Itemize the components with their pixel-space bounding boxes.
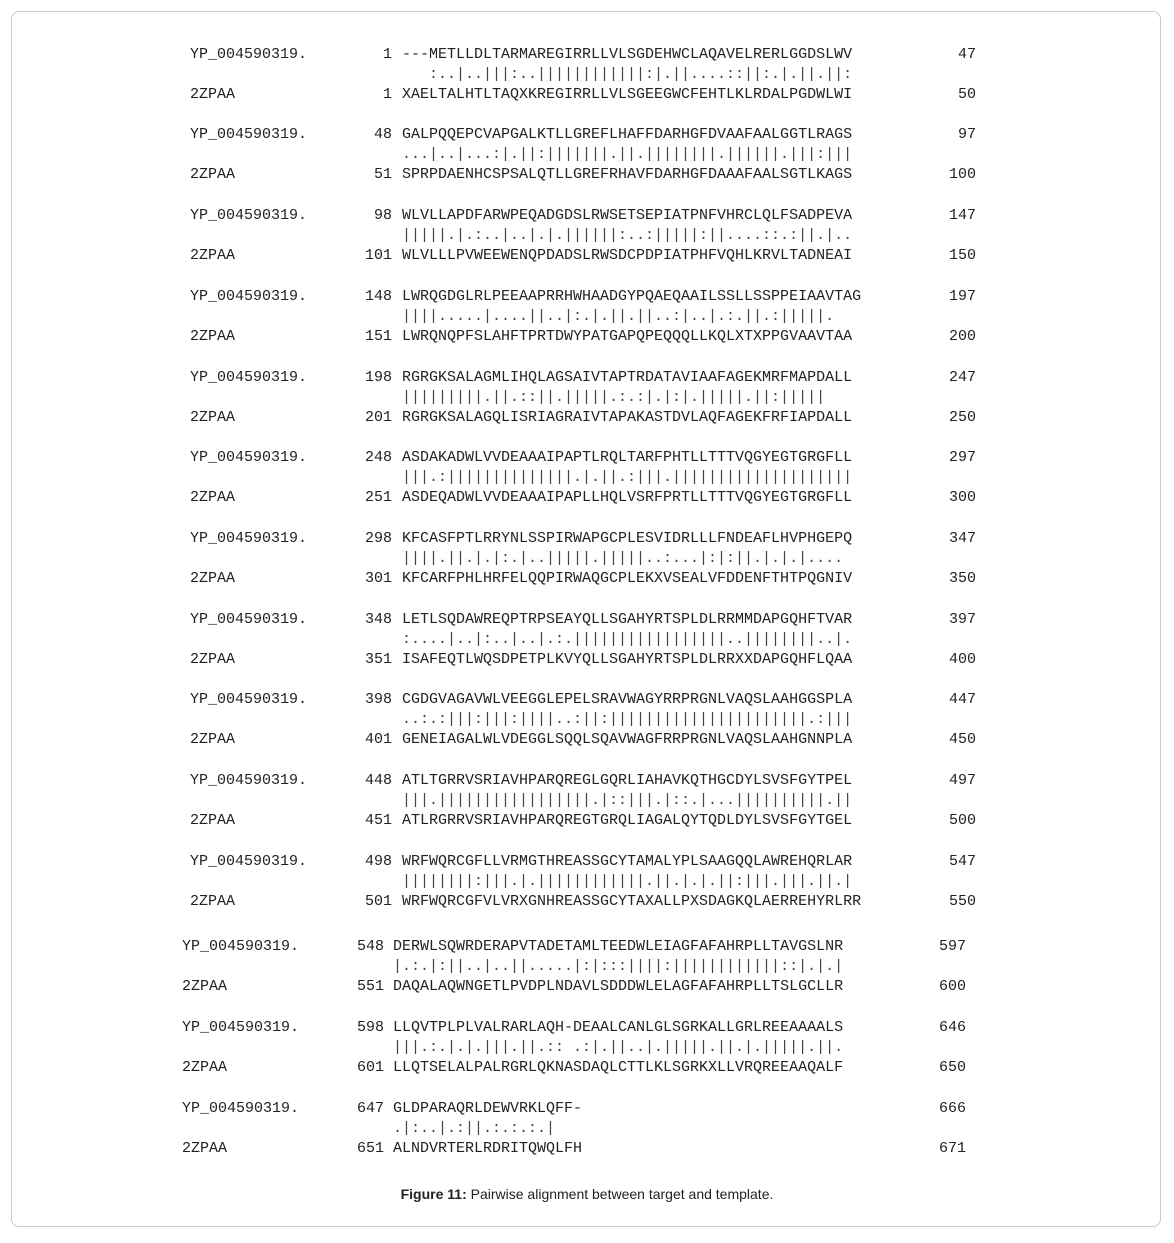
target-name: YP_004590319. xyxy=(182,1100,300,1117)
target-end: 47 xyxy=(957,46,976,63)
template-sequence: XAELTALHTLTAQXKREGIRRLLVLSGEEGWCFEHTLKLRDALPGDWLWI xyxy=(402,86,853,103)
template-name: 2ZPAA xyxy=(190,328,236,345)
target-name: YP_004590319. xyxy=(182,938,300,955)
template-name: 2ZPAA xyxy=(190,166,236,183)
template-start: 501 xyxy=(364,893,392,910)
match-line: |||.:||||||||||||||.|.||.:|||.|||||||||||||||||||| xyxy=(402,469,853,486)
template-end: 300 xyxy=(948,489,976,506)
template-end: 200 xyxy=(948,328,976,345)
target-sequence: KFCASFPTLRRYNLSSPIRWAPGCPLESVIDRLLLFNDEAFLHVPHGEPQ xyxy=(402,530,853,547)
template-start: 101 xyxy=(364,247,392,264)
match-line: |||||.|.:..|..|.|.||||||:..:|||||:||....::.:||.|.. xyxy=(402,227,853,244)
target-start: 198 xyxy=(364,369,392,386)
target-start: 298 xyxy=(364,530,392,547)
target-end: 646 xyxy=(938,1019,966,1036)
target-end: 397 xyxy=(948,611,976,628)
target-sequence: CGDGVAGAVWLVEEGGLEPELSRAVWAGYRRPRGNLVAQSLAAHGGSPLA xyxy=(402,691,853,708)
template-end: 500 xyxy=(948,812,976,829)
target-start: 548 xyxy=(356,938,384,955)
template-start: 201 xyxy=(364,409,392,426)
template-start: 351 xyxy=(364,651,392,668)
match-line: ||||||||:|||.|.||||||||||||.||.|.|.||:|||.|||.||.| xyxy=(402,873,853,890)
template-end: 450 xyxy=(948,731,976,748)
template-sequence: LLQTSELALPALRGRLQKNASDAQLCTTLKLSGRKXLLVRQREEAAQALF xyxy=(393,1059,844,1076)
target-sequence: ATLTGRRVSRIAVHPARQREGLGQRLIAHAVKQTHGCDYLSVSFGYTPEL xyxy=(402,772,853,789)
target-end: 497 xyxy=(948,772,976,789)
target-name: YP_004590319. xyxy=(190,207,308,224)
template-start: 1 xyxy=(382,86,392,103)
template-sequence: RGRGKSALAGQLISRIAGRAIVTAPAKASTDVLAQFAGEKFRFIAPDALL xyxy=(402,409,853,426)
match-line: :..|..|||:..||||||||||||:|.||....::||:.|.||.||: xyxy=(402,66,853,83)
template-sequence: SPRPDAENHCSPSALQTLLGREFRHAVFDARHGFDAAAFAALSGTLKAGS xyxy=(402,166,853,183)
target-sequence: ASDAKADWLVVDEAAAIPAPTLRQLTARFPHTLLTTTVQGYEGTGRGFLL xyxy=(402,449,853,466)
template-sequence: LWRQNQPFSLAHFTPRTDWYPATGAPQPEQQQLLKQLXTXPPGVAAVTAA xyxy=(402,328,853,345)
match-line: ...|..|...:|.||:|||||||.||.||||||||.||||||.|||:||| xyxy=(402,146,853,163)
template-sequence: ASDEQADWLVVDEAAAIPAPLLHQLVSRFPRTLLTTTVQGYEGTGRGFLL xyxy=(402,489,853,506)
template-end: 100 xyxy=(948,166,976,183)
template-name: 2ZPAA xyxy=(182,1140,228,1157)
template-name: 2ZPAA xyxy=(190,893,236,910)
target-end: 147 xyxy=(948,207,976,224)
match-line: ..:.:|||:|||:||||..:||:||||||||||||||||||||||.:||| xyxy=(402,711,853,728)
target-end: 547 xyxy=(948,853,976,870)
target-name: YP_004590319. xyxy=(190,449,308,466)
template-name: 2ZPAA xyxy=(190,247,236,264)
caption-text: Pairwise alignment between target and template. xyxy=(466,1186,774,1202)
template-start: 401 xyxy=(364,731,392,748)
target-end: 447 xyxy=(948,691,976,708)
template-sequence: WRFWQRCGFVLVRXGNHREASSGCYTAXALLPXSDAGKQLAERREHYRLRR xyxy=(402,893,862,910)
match-line: |||.|||||||||||||||||.|::|||.|::.|...||||||||||.|| xyxy=(402,792,853,809)
target-sequence: ---METLLDLTARMAREGIRRLLVLSGDEHWCLAQAVELRERLGGDSLWV xyxy=(402,46,853,63)
target-sequence: RGRGKSALAGMLIHQLAGSAIVTAPTRDATAVIAAFAGEKMRFMAPDALL xyxy=(402,369,853,386)
template-name: 2ZPAA xyxy=(190,812,236,829)
target-name: YP_004590319. xyxy=(190,126,308,143)
template-end: 400 xyxy=(948,651,976,668)
target-sequence: GALPQQEPCVAPGALKTLLGREFLHAFFDARHGFDVAAFAALGGTLRAGS xyxy=(402,126,853,143)
target-start: 398 xyxy=(364,691,392,708)
target-sequence: WLVLLAPDFARWPEQADGDSLRWSETSEPIATPNFVHRCLQLFSADPEVA xyxy=(402,207,853,224)
target-name: YP_004590319. xyxy=(182,1019,300,1036)
target-start: 348 xyxy=(364,611,392,628)
target-name: YP_004590319. xyxy=(190,691,308,708)
template-name: 2ZPAA xyxy=(190,731,236,748)
target-sequence: GLDPARAQRLDEWVRKLQFF- xyxy=(393,1100,583,1117)
match-line: .|:..|.:||.:.:.:.| xyxy=(393,1120,556,1137)
target-start: 98 xyxy=(373,207,392,224)
target-start: 448 xyxy=(364,772,392,789)
figure-caption xyxy=(0,1186,1174,1202)
target-end: 247 xyxy=(948,369,976,386)
template-start: 301 xyxy=(364,570,392,587)
match-line: |||.:.|.|.|||.||.:: .:|.||..|.|||||.||.|.|||||.||. xyxy=(393,1039,844,1056)
template-start: 451 xyxy=(364,812,392,829)
template-end: 250 xyxy=(948,409,976,426)
template-name: 2ZPAA xyxy=(182,978,228,995)
target-end: 666 xyxy=(938,1100,966,1117)
target-start: 598 xyxy=(356,1019,384,1036)
template-start: 251 xyxy=(364,489,392,506)
caption-label: Figure 11: xyxy=(400,1186,467,1202)
match-line: |||||||||.||.::||.|||||.:.:|.|:|.|||||.||:||||| xyxy=(402,389,826,406)
template-sequence: ALNDVRTERLRDRITQWQLFH xyxy=(393,1140,583,1157)
template-end: 350 xyxy=(948,570,976,587)
target-end: 597 xyxy=(938,938,966,955)
template-sequence: KFCARFPHLHRFELQQPIRWAQGCPLEKXVSEALVFDDENFTHTPQGNIV xyxy=(402,570,853,587)
match-line: :....|..|:..|..|.:.|||||||||||||||||..||||||||..|. xyxy=(402,631,853,648)
template-name: 2ZPAA xyxy=(190,489,236,506)
template-start: 151 xyxy=(364,328,392,345)
template-name: 2ZPAA xyxy=(190,570,236,587)
target-start: 148 xyxy=(364,288,392,305)
target-start: 248 xyxy=(364,449,392,466)
template-sequence: ISAFEQTLWQSDPETPLKVYQLLSGAHYRTSPLDLRRXXDAPGQHFLQAA xyxy=(402,651,853,668)
target-name: YP_004590319. xyxy=(190,46,308,63)
template-name: 2ZPAA xyxy=(190,651,236,668)
target-start: 498 xyxy=(364,853,392,870)
target-sequence: LLQVTPLPLVALRARLAQH-DEAALCANLGLSGRKALLGRLREEAAAALS xyxy=(393,1019,844,1036)
template-name: 2ZPAA xyxy=(190,86,236,103)
template-start: 51 xyxy=(373,166,392,183)
target-name: YP_004590319. xyxy=(190,530,308,547)
template-name: 2ZPAA xyxy=(190,409,236,426)
target-end: 347 xyxy=(948,530,976,547)
template-sequence: GENEIAGALWLVDEGGLSQQLSQAVWAGFRRPRGNLVAQSLAAHGNNPLA xyxy=(402,731,853,748)
template-sequence: DAQALAQWNGETLPVDPLNDAVLSDDDWLELAGFAFAHRPLLTSLGCLLR xyxy=(393,978,844,995)
target-name: YP_004590319. xyxy=(190,369,308,386)
target-name: YP_004590319. xyxy=(190,611,308,628)
template-sequence: WLVLLLPVWEEWENQPDADSLRWSDCPDPIATPHFVQHLKRVLTADNEAI xyxy=(402,247,853,264)
template-name: 2ZPAA xyxy=(182,1059,228,1076)
template-end: 550 xyxy=(948,893,976,910)
template-end: 50 xyxy=(957,86,976,103)
target-name: YP_004590319. xyxy=(190,772,308,789)
template-start: 651 xyxy=(356,1140,384,1157)
target-name: YP_004590319. xyxy=(190,288,308,305)
target-sequence: WRFWQRCGFLLVRMGTHREASSGCYTAMALYPLSAAGQQLAWREHQRLAR xyxy=(402,853,853,870)
target-end: 297 xyxy=(948,449,976,466)
template-start: 601 xyxy=(356,1059,384,1076)
match-line: |.:.|:||..|..||.....|:|:::||||:||||||||||||::|.|.| xyxy=(393,958,844,975)
template-sequence: ATLRGRRVSRIAVHPARQREGTGRQLIAGALQYTQDLDYLSVSFGYTGEL xyxy=(402,812,853,829)
target-sequence: DERWLSQWRDERAPVTADETAMLTEEDWLEIAGFAFAHRPLLTAVGSLNR xyxy=(393,938,844,955)
target-start: 647 xyxy=(356,1100,384,1117)
target-name: YP_004590319. xyxy=(190,853,308,870)
target-start: 1 xyxy=(382,46,392,63)
target-end: 97 xyxy=(957,126,976,143)
template-end: 671 xyxy=(938,1140,966,1157)
match-line: ||||.....|....||..|:.|.||.||..:|..|.:.||.:|||||. xyxy=(402,308,835,325)
template-end: 150 xyxy=(948,247,976,264)
target-start: 48 xyxy=(373,126,392,143)
template-end: 650 xyxy=(938,1059,966,1076)
target-sequence: LETLSQDAWREQPTRPSEAYQLLSGAHYRTSPLDLRRMMDAPGQHFTVAR xyxy=(402,611,853,628)
target-end: 197 xyxy=(948,288,976,305)
template-start: 551 xyxy=(356,978,384,995)
target-sequence: LWRQGDGLRLPEEAAPRRHWHAADGYPQAEQAAILSSLLSSPPEIAAVTAG xyxy=(402,288,862,305)
match-line: ||||.||.|.|:.|..|||||.|||||..:...|:|:||.|.|.|.... xyxy=(402,550,844,567)
template-end: 600 xyxy=(938,978,966,995)
